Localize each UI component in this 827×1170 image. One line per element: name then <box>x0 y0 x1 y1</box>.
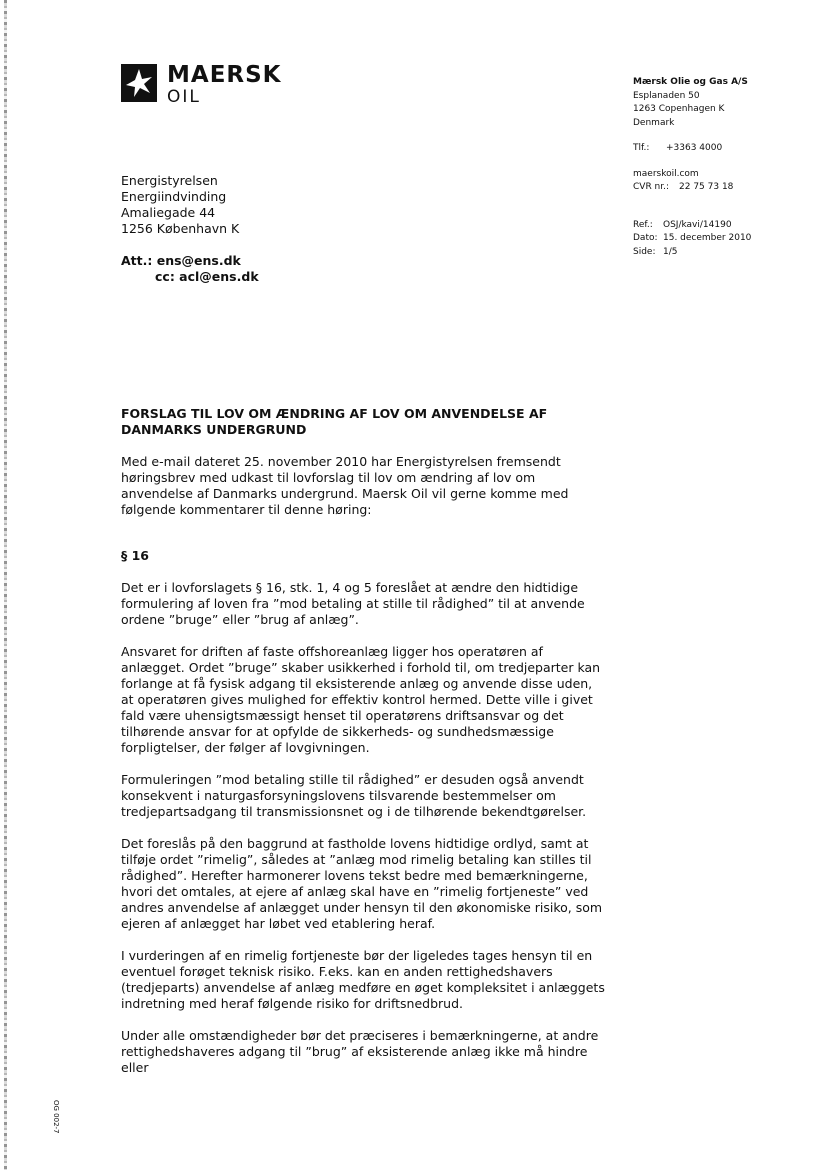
section-heading: § 16 <box>121 548 149 563</box>
phone-label: Tlf.: <box>633 143 650 153</box>
sender-company: Mærsk Olie og Gas A/S <box>633 77 748 87</box>
letter-body <box>121 406 606 1092</box>
sender-address-line: Denmark <box>633 117 675 128</box>
recipient-line: Energiindvinding <box>121 189 227 204</box>
recipient-line: Amaliegade 44 <box>121 205 216 220</box>
sender-address-line: 1263 Copenhagen K <box>633 104 725 114</box>
letter-date <box>633 232 751 246</box>
recipient-line: Energistyrelsen <box>121 173 218 188</box>
recipient-block <box>121 173 239 237</box>
sender-website: maerskoil.com <box>633 168 699 179</box>
scan-edge <box>4 0 7 1170</box>
cc-line: cc: acl@ens.dk <box>155 269 259 284</box>
logo-subname: OIL <box>167 87 201 107</box>
body-paragraph: Under alle omstændigheder bør det præciseres i bemærkningerne, at andre rettighedshaveres adgang til ”brug” af eksisterende anlæg ikke må hindre eller <box>121 1028 599 1075</box>
body-paragraph: Det foreslås på den baggrund at fastholde lovens hidtidige ordlyd, samt at tilføje ordet ”rimelig”, således at ”anlæg mod rimelig betaling kan stilles til rådighed”. Herefter harmonerer lovens tekst bedre med bemærkningerne, hvori det omtales, at ejere af anlæg skal have en ”rimelig fortjeneste” ved andres anvendelse af anlægget under hensyn til den økonomiske risiko, som ejeren af anlægget har løbet ved etablering heraf. <box>121 836 603 931</box>
phone-value: +3363 4000 <box>666 143 723 153</box>
intro-paragraph: Med e-mail dateret 25. november 2010 har Energistyrelsen fremsendt høringsbrev med udkast til lovforslag til lov om ændring af lov om anvendelse af Danmarks undergrund. Maersk Oil vil gerne komme med følgende kommentarer til denne høring: <box>121 454 569 517</box>
letter-ref <box>633 219 751 233</box>
sender-cvr <box>633 181 751 195</box>
body-paragraph: I vurderingen af en rimelig fortjeneste bør der ligeledes tages hensyn til en eventuel forøget teknisk risiko. F.eks. kan en anden rettighedshavers (tredjeparts) anvendelse af anlæg medføre en øget kompleksitet i anlæggets indretning med heraf følgende risiko for driftsnedbrud. <box>121 948 605 1011</box>
letter-title: FORSLAG TIL LOV OM ÆNDRING AF LOV OM ANVENDELSE AF DANMARKS UNDERGRUND <box>121 406 548 437</box>
date-label: Dato: <box>633 233 658 243</box>
attention-line: Att.: ens@ens.dk <box>121 253 241 268</box>
page-label: Side: <box>633 246 656 257</box>
star-icon <box>121 64 157 102</box>
recipient-line: 1256 København K <box>121 221 240 236</box>
date-value: 15. december 2010 <box>663 233 752 243</box>
sender-block <box>633 76 751 259</box>
form-code: OG 002-7 <box>52 1100 60 1134</box>
body-paragraph: Det er i lovforslagets § 16, stk. 1, 4 og 5 foreslået at ændre den hidtidige formulering af loven fra ”mod betaling at stille til rådighed” til at anvende ordene ”bruge” eller ”brug af anlæg”. <box>121 580 585 627</box>
company-logo <box>121 64 282 106</box>
attention-block <box>121 253 259 285</box>
sender-phone <box>633 142 751 156</box>
cvr-value: 22 75 73 18 <box>679 182 734 192</box>
cvr-label: CVR nr.: <box>633 182 670 192</box>
page-value: 1/5 <box>663 246 678 257</box>
ref-label: Ref.: <box>633 219 653 230</box>
letter-page <box>633 246 751 260</box>
body-paragraph: Ansvaret for driften af faste offshoreanlæg ligger hos operatøren af anlægget. Ordet ”bruge” skaber usikkerhed i forhold til, om tredjeparter kan forlange at få fysisk adgang til eksisterende anlæg og anvende disse uden, at operatøren gives mulighed for effektiv kontrol hermed. Dette ville i givet fald være uhensigtsmæssigt henset til operatørens driftsansvar og det tilhørende ansvar for at opfylde de sikkerheds- og sundhedsmæssige forpligtelser, der følger af lovgivningen. <box>121 644 601 755</box>
logo-name: MAERSK <box>167 62 282 88</box>
ref-value: OSJ/kavi/14190 <box>663 219 732 230</box>
sender-address-line: Esplanaden 50 <box>633 90 700 101</box>
body-paragraph: Formuleringen ”mod betaling stille til rådighed” er desuden også anvendt konsekvent i naturgasforsyningslovens tilsvarende bestemmelser om tredjepartsadgang til transmissionsnet og i de tilhørende bekendtgørelser. <box>121 772 587 819</box>
